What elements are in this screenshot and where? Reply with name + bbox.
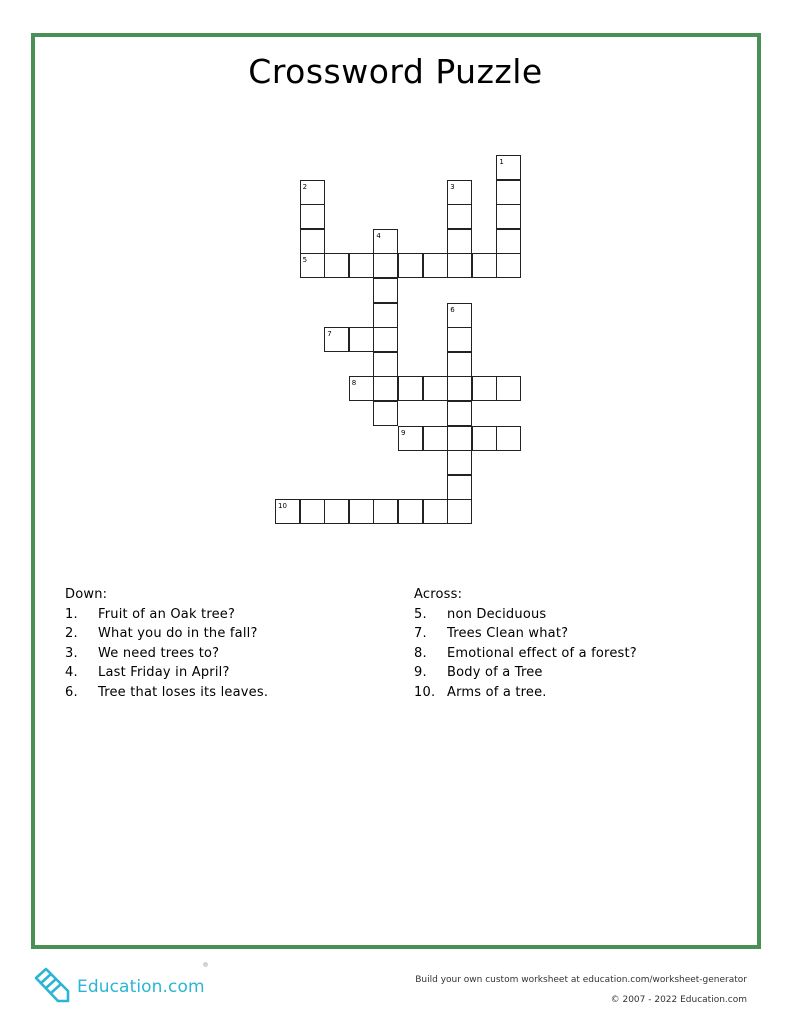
- clue-number: 10: [278, 502, 287, 511]
- crossword-cell[interactable]: [373, 327, 398, 352]
- clue-number: 4: [376, 231, 381, 240]
- crossword-cell[interactable]: [423, 426, 448, 451]
- clue-number: 9: [401, 428, 406, 437]
- clue-number: 6: [450, 305, 455, 314]
- crossword-cell[interactable]: [349, 327, 374, 352]
- clue-item: 5. non Deciduous: [414, 606, 547, 622]
- crossword-cell[interactable]: [398, 376, 423, 401]
- education-logo[interactable]: [33, 966, 205, 1008]
- crossword-cell[interactable]: [447, 376, 472, 401]
- crossword-cell[interactable]: [349, 253, 374, 278]
- crossword-cell[interactable]: [447, 426, 472, 451]
- crossword-cell[interactable]: [496, 376, 521, 401]
- across-heading: Across:: [414, 587, 463, 602]
- crossword-cell[interactable]: [423, 376, 448, 401]
- crossword-cell[interactable]: [324, 327, 349, 352]
- crossword-cell[interactable]: [373, 303, 398, 328]
- crossword-cell[interactable]: [324, 253, 349, 278]
- crossword-cell[interactable]: [496, 180, 521, 205]
- clue-number: 1: [499, 158, 504, 166]
- brand-name: Education.com: [77, 977, 205, 997]
- crossword-cell[interactable]: [300, 253, 325, 278]
- page-title: Crossword Puzzle: [248, 52, 543, 91]
- crossword-cell[interactable]: [398, 426, 423, 451]
- crossword-cell[interactable]: [496, 229, 521, 254]
- footer-copyright: © 2007 - 2022 Education.com: [610, 995, 747, 1005]
- crossword-cell[interactable]: [300, 204, 325, 229]
- crossword-cell[interactable]: [447, 352, 472, 377]
- crossword-cell[interactable]: [373, 352, 398, 377]
- crossword-cell[interactable]: [423, 253, 448, 278]
- crossword-cell[interactable]: [373, 253, 398, 278]
- crossword-cell[interactable]: [373, 278, 398, 303]
- crossword-cell[interactable]: [398, 253, 423, 278]
- clue-item: 9. Body of a Tree: [414, 665, 543, 680]
- clue-number: 8: [351, 379, 357, 388]
- clue-item: 2. What you do in the fall?: [65, 626, 258, 641]
- across-clues: [414, 585, 637, 702]
- crossword-cell[interactable]: [447, 204, 472, 229]
- footer-note: Build your own custom worksheet at education.com/worksheet-generator: [415, 975, 747, 985]
- crossword-cell[interactable]: [275, 499, 300, 524]
- crossword-cell[interactable]: [300, 499, 325, 524]
- crossword-cell[interactable]: [349, 376, 374, 401]
- crossword-cell[interactable]: [472, 426, 497, 451]
- crossword-cell[interactable]: [496, 155, 521, 180]
- crossword-cell[interactable]: [398, 499, 423, 524]
- clue-item: 10. Arms of a tree.: [414, 684, 547, 700]
- crossword-cell[interactable]: [447, 450, 472, 475]
- clue-item: 3. We need trees to?: [65, 645, 220, 661]
- crossword-cell[interactable]: [447, 180, 472, 205]
- clue-number: 5: [302, 256, 308, 265]
- crossword-cell[interactable]: [300, 229, 325, 254]
- clue-item: 7. Trees Clean what?: [414, 626, 569, 641]
- clue-item: 4. Last Friday in April?: [65, 665, 230, 680]
- crossword-cell[interactable]: [349, 499, 374, 524]
- clue-item: 1. Fruit of an Oak tree?: [65, 606, 236, 622]
- crossword-cell[interactable]: [447, 253, 472, 278]
- crossword-cell[interactable]: [373, 499, 398, 524]
- crossword-cell[interactable]: [373, 401, 398, 426]
- clue-number: 7: [327, 330, 332, 339]
- crossword-cell[interactable]: [496, 204, 521, 229]
- clue-item: 6. Tree that loses its leaves.: [65, 684, 269, 700]
- down-heading: Down:: [65, 587, 108, 602]
- crossword-cell[interactable]: [472, 253, 497, 278]
- crossword-cell[interactable]: [447, 327, 472, 352]
- crossword-cell[interactable]: [300, 180, 325, 205]
- crossword-cell[interactable]: [423, 499, 448, 524]
- crossword-cell[interactable]: [472, 376, 497, 401]
- page-dot: [203, 962, 208, 967]
- crossword-cell[interactable]: [447, 401, 472, 426]
- clue-item: 8. Emotional effect of a forest?: [414, 645, 637, 661]
- crossword-cell[interactable]: [447, 499, 472, 524]
- crossword-cell[interactable]: [447, 303, 472, 328]
- crossword-cell[interactable]: [496, 253, 521, 278]
- crossword-cell[interactable]: [447, 229, 472, 254]
- crossword-cell[interactable]: [324, 499, 349, 524]
- crossword-cell[interactable]: [447, 475, 472, 500]
- crossword-cell[interactable]: [373, 376, 398, 401]
- crossword-cell[interactable]: [496, 426, 521, 451]
- down-clues: [65, 585, 268, 702]
- education-pencil-icon: [33, 966, 73, 1008]
- clue-number: 3: [450, 182, 455, 191]
- crossword-cell[interactable]: [373, 229, 398, 254]
- clue-number: 2: [302, 182, 308, 191]
